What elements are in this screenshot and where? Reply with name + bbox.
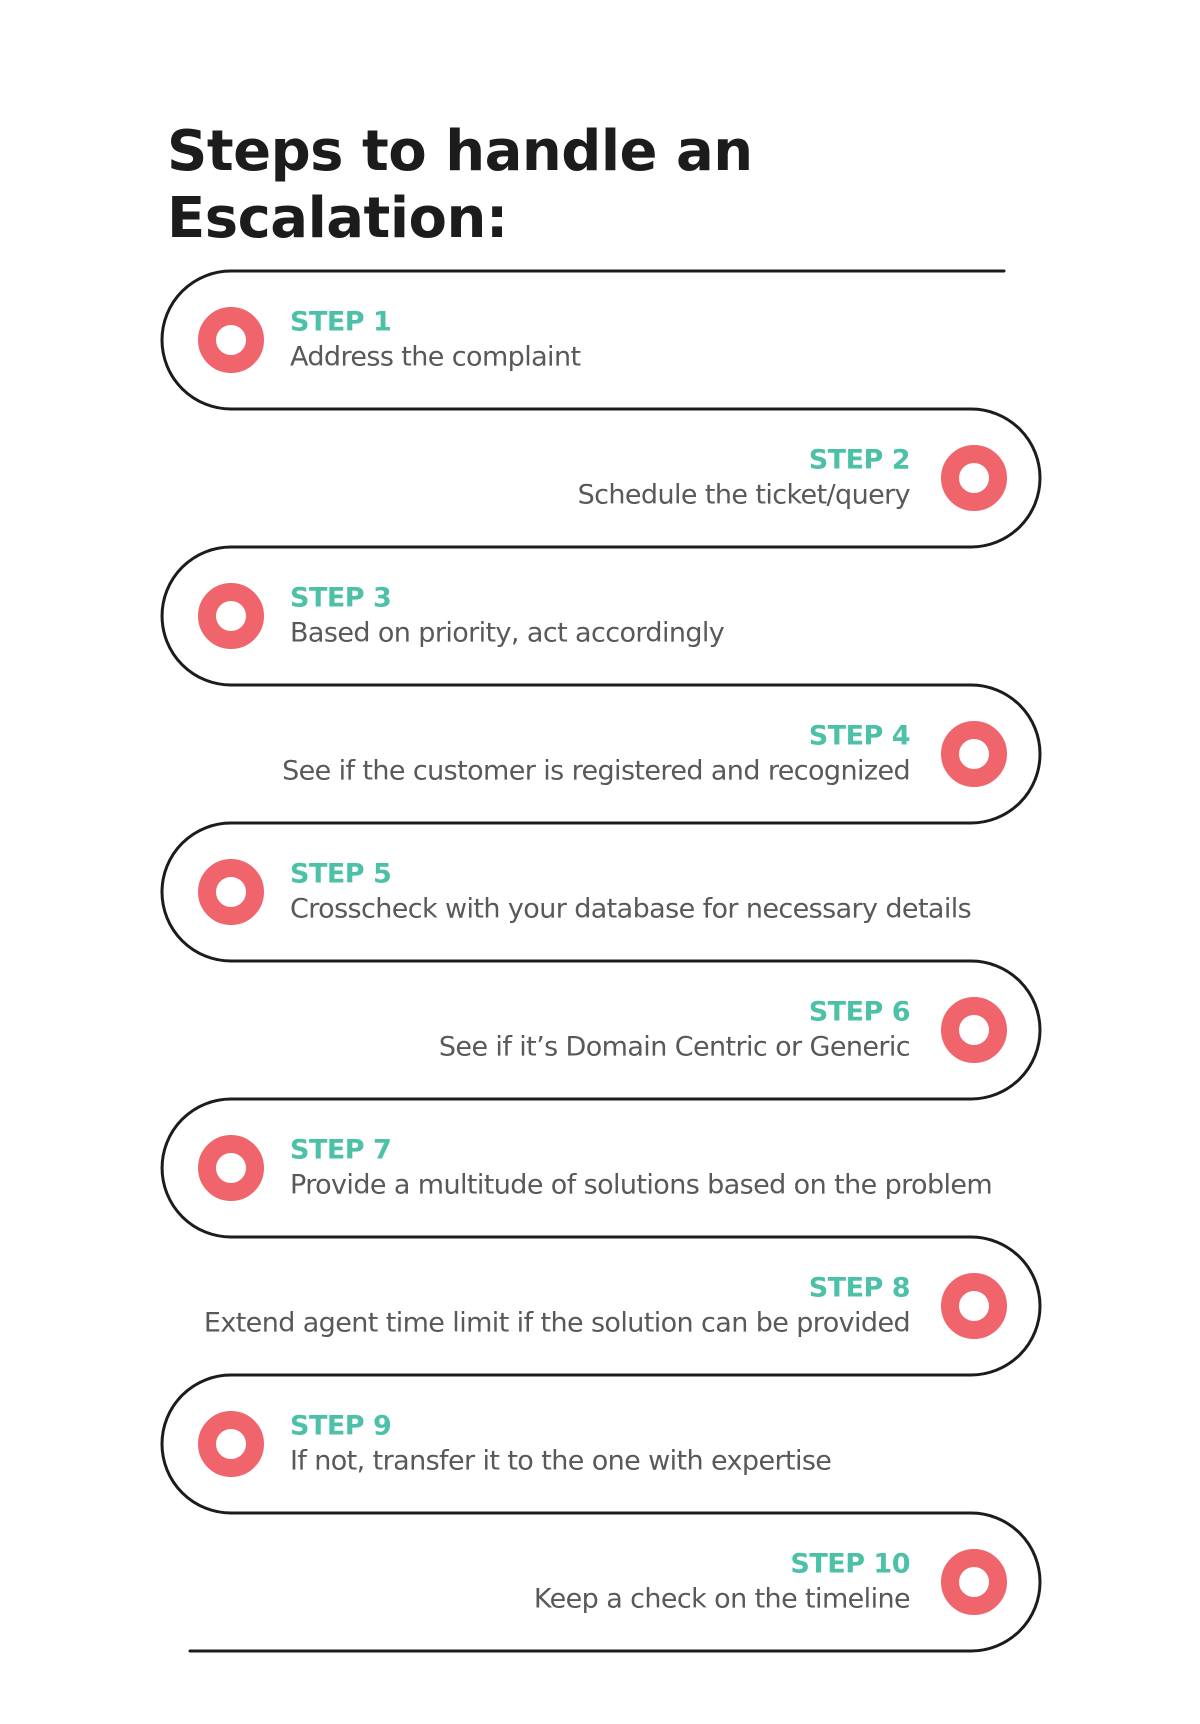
step-3 [165,547,1005,685]
step-5-text: Crosscheck with your database for necessary details [290,893,972,925]
step-9-text: If not, transfer it to the one with expertise [290,1445,832,1477]
step-4-label: STEP 4 [808,720,910,752]
step-8 [200,1237,1040,1375]
step-6-label: STEP 6 [808,996,910,1028]
step-7-label: STEP 7 [290,1134,392,1166]
step-6 [200,961,1040,1099]
step-6-text: See if it’s Domain Centric or Generic [438,1031,910,1063]
step-7-ring-icon [197,1134,265,1202]
step-3-text: Based on priority, act accordingly [290,617,725,649]
step-1-ring-icon [197,306,265,374]
step-5-label: STEP 5 [290,858,392,890]
step-3-ring-icon [197,582,265,650]
step-7-text: Provide a multitude of solutions based on the problem [290,1169,993,1201]
step-9-ring-icon [197,1410,265,1478]
page-title: Steps to handle an Escalation: [167,119,753,252]
step-10-ring-icon [940,1548,1008,1616]
step-1 [165,271,1005,409]
step-4-ring-icon [940,720,1008,788]
step-2-text: Schedule the ticket/query [577,479,910,511]
step-3-label: STEP 3 [290,582,392,614]
step-1-label: STEP 1 [290,306,392,338]
step-10 [200,1513,1040,1651]
step-10-text: Keep a check on the timeline [533,1583,910,1615]
step-1-text: Address the complaint [290,341,581,373]
step-8-ring-icon [940,1272,1008,1340]
step-6-ring-icon [940,996,1008,1064]
step-9 [165,1375,1005,1513]
step-5 [165,823,1005,961]
step-8-text: Extend agent time limit if the solution can be provided [203,1307,910,1339]
step-2-label: STEP 2 [808,444,910,476]
step-7 [165,1099,1005,1237]
step-5-ring-icon [197,858,265,926]
step-9-label: STEP 9 [290,1410,392,1442]
step-2 [200,409,1040,547]
step-4 [200,685,1040,823]
step-4-text: See if the customer is registered and recognized [282,755,910,787]
step-10-label: STEP 10 [790,1548,910,1580]
step-2-ring-icon [940,444,1008,512]
step-8-label: STEP 8 [808,1272,910,1304]
